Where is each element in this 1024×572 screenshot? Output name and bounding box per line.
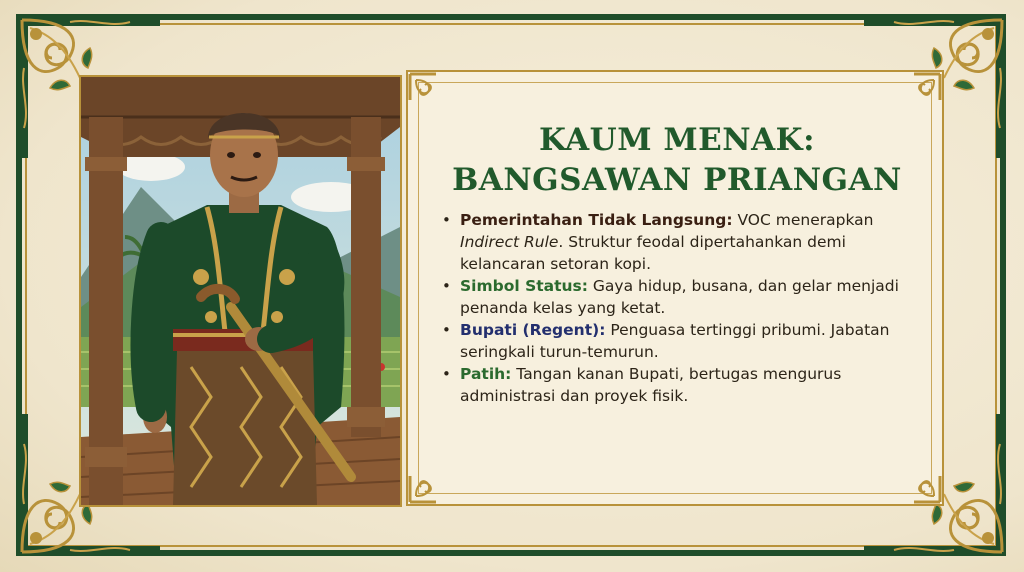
panel-corner-ornament-icon	[406, 70, 452, 116]
bullet-text: . Struktur feodal dipertahankan demi kelancaran setoran kopi.	[460, 233, 846, 273]
title-line-1: KAUM MENAK:	[538, 122, 816, 158]
bullet-key: Patih:	[460, 365, 512, 383]
bullet-list	[442, 209, 922, 407]
bullet-dot-icon: •	[442, 211, 451, 229]
bullet-key: Simbol Status:	[460, 277, 588, 295]
content-panel	[406, 70, 944, 506]
bullet-item-pemerintahan	[442, 209, 922, 275]
panel-corner-ornament-icon	[898, 460, 944, 506]
bullet-dot-icon: •	[442, 365, 451, 383]
bullet-item-patih	[442, 363, 922, 407]
bullet-text-italic: Indirect Rule	[460, 233, 559, 251]
bullet-dot-icon: •	[442, 321, 451, 339]
portrait-illustration	[79, 75, 402, 507]
bullet-dot-icon: •	[442, 277, 451, 295]
bullet-text: Penguasa tertinggi pribumi. Jabatan seringkali turun-temurun.	[460, 321, 890, 361]
panel-corner-ornament-icon	[898, 70, 944, 116]
bullet-item-simbol-status	[442, 275, 922, 319]
title-line-2: BANGSAWAN PRIANGAN	[452, 162, 902, 198]
menak-portrait-image	[81, 77, 400, 505]
bullet-text: VOC menerapkan	[732, 211, 874, 229]
bullet-text: Tangan kanan Bupati, bertugas mengurus administrasi dan proyek fisik.	[460, 365, 842, 405]
bullet-key: Pemerintahan Tidak Langsung:	[460, 211, 733, 229]
slide-title	[408, 120, 946, 200]
bullet-key: Bupati (Regent):	[460, 321, 606, 339]
bullet-text: Gaya hidup, busana, dan gelar menjadi penanda kelas yang ketat.	[460, 277, 899, 317]
bullet-item-bupati	[442, 319, 922, 363]
panel-corner-ornament-icon	[406, 460, 452, 506]
